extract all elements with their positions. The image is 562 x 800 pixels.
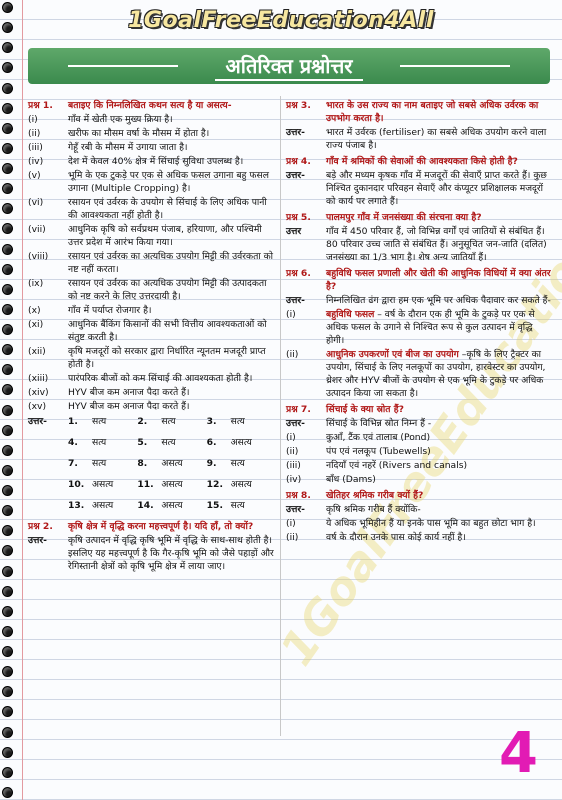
answer-label: उत्तर- <box>286 127 305 138</box>
answer-value: सत्य <box>230 458 245 469</box>
item-text: आधुनिक बैंकिंग किसानों की सभी वित्तीय आवश्यकताओं को संतुष्ट करती है। <box>68 319 267 343</box>
item-number: (i) <box>286 309 296 320</box>
question-text: सिंचाई के क्या स्रोत हैं? <box>326 404 404 415</box>
question-label: प्रश्न 1. <box>28 100 53 111</box>
answer-text: सिंचाई के विभिन्न स्रोत निम्न हैं - <box>326 418 432 429</box>
answer-8 <box>286 503 552 516</box>
answer-number: 3. <box>206 416 217 427</box>
binding-ring <box>2 606 13 617</box>
answer-text: बड़े और मध्यम कृषक गाँव में मजदूरों की सेवाएँ प्राप्त करते हैं। कुछ निश्चित दुकानदार परिवहन सेवाएँ और कंप्यूटर प्रशिक्षालक मजदूरों को कार्य पर लगाते हैं। <box>326 170 547 207</box>
question-label: प्रश्न 5. <box>286 212 311 223</box>
binding-ring <box>2 686 13 697</box>
answer-number: 8. <box>137 458 148 469</box>
answer-number: 5. <box>137 437 148 448</box>
answer-cell <box>207 478 276 491</box>
binding-ring <box>2 163 13 174</box>
question-8 <box>286 489 552 502</box>
answer-value: असत्य <box>92 500 114 511</box>
answer-cell <box>207 457 276 470</box>
answer-text: भारत में उर्वरक (fertiliser) का सबसे अधिक उपयोग करने वाला राज्य पंजाब है। <box>326 127 547 151</box>
binding-ring <box>2 244 13 255</box>
list-item <box>286 459 552 472</box>
answer-4 <box>286 169 552 208</box>
question-5 <box>286 211 552 224</box>
answer-number: 7. <box>68 458 78 469</box>
item-text: देश में केवल 40% क्षेत्र में सिंचाई सुविधा उपलब्ध है। <box>68 156 244 167</box>
binding-ring <box>2 465 13 476</box>
answer-2 <box>28 534 276 573</box>
item-text: HYV बीज कम अनाज पैदा करते हैं। <box>68 401 190 412</box>
item-number: (v) <box>28 170 41 181</box>
binding-ring <box>2 767 13 778</box>
item-text: गेहूँ रबी के मौसम में उगाया जाता है। <box>68 142 188 153</box>
binding-ring <box>2 62 13 73</box>
answer-text: कृषि उत्पादन में वृद्धि कृषि भूमि में वृद्धि के साथ-साथ होती है। इसलिए यह महत्त्वपूर्ण है कि गैर-कृषि भूमि को जैसे पहाड़ों और रेगिस्तानी क्षेत्रों को कृषि भूमि क्षेत्र में लाया जाए। <box>68 535 274 572</box>
answer-number: 4. <box>68 437 78 448</box>
binding-ring <box>2 223 13 234</box>
left-column <box>28 96 276 573</box>
answer-grid <box>28 415 276 512</box>
list-item <box>286 431 552 444</box>
list-item <box>28 169 276 195</box>
binding-ring <box>2 445 13 456</box>
item-text: भूमि के एक टुकड़े पर एक से अधिक फसल उगाना बहु फसल उगाना (Multiple Cropping) है। <box>68 170 269 194</box>
item-text: ये अधिक भूमिहीन हैं या इनके पास भूमि का बहुत छोटा भाग है। <box>326 518 536 529</box>
answer-value: सत्य <box>92 437 107 448</box>
item-text: गाँव में खेती एक मुख्य क्रिया है। <box>68 114 173 125</box>
item-number: (xiii) <box>28 373 49 384</box>
item-number: (ix) <box>28 278 44 289</box>
answer-label: उत्तर- <box>286 295 305 306</box>
binding-ring <box>2 324 13 335</box>
list-item <box>28 196 276 222</box>
binding-ring <box>2 505 13 516</box>
binding-ring <box>2 42 13 53</box>
item-number: (vi) <box>28 197 44 208</box>
item-text: कुआँ, टैंक एवं तालाब (Pond) <box>326 432 431 443</box>
question-label: प्रश्न 7. <box>286 404 311 415</box>
item-number: (x) <box>28 305 41 316</box>
answer-number: 13. <box>68 500 85 511</box>
question-1 <box>28 99 276 112</box>
binding-ring <box>2 264 13 275</box>
item-number: (i) <box>28 114 38 125</box>
answer-cell <box>68 457 137 470</box>
page-title: अतिरिक्त प्रश्नोत्तर <box>215 52 362 81</box>
list-item <box>28 345 276 371</box>
item-number: (iii) <box>286 460 301 471</box>
answer-value: सत्य <box>161 416 176 427</box>
item-text: बाँध (Dams) <box>326 474 376 485</box>
binding-ring <box>2 566 13 577</box>
right-column <box>286 96 552 544</box>
answer-number: 2. <box>137 416 148 427</box>
answer-text: गाँव में 450 परिवार हैं, जो विभिन्न वर्गों एवं जातियों से संबंधित हैं। 80 परिवार उच्च जाति से संबंधित हैं। अनुसूचित जन-जाति (दलित) जनसंख्या का 1/3 भाग है। शेष अन्य जातियाँ हैं। <box>326 226 547 263</box>
item-text: रसायन एवं उर्वरक का अत्यधिक उपयोग मिट्टी की उत्पादकता को नष्ट करने के लिए उत्तरदायी है। <box>68 278 267 302</box>
question-label: प्रश्न 2. <box>28 521 53 532</box>
binding-ring <box>2 425 13 436</box>
item-text <box>326 308 552 347</box>
answer-cell <box>137 499 206 512</box>
answer-value: असत्य <box>161 500 183 511</box>
answer-value: सत्य <box>230 416 245 427</box>
binding-ring <box>2 646 13 657</box>
binding-ring <box>2 485 13 496</box>
binding-ring <box>2 666 13 677</box>
item-number: (ii) <box>28 128 41 139</box>
answer-cell <box>68 436 137 449</box>
question-label: प्रश्न 4. <box>286 156 311 167</box>
brand-logo: 1GoalFreeEducation4All <box>128 8 434 33</box>
binding-ring <box>2 384 13 395</box>
answer-value: असत्य <box>230 479 252 490</box>
question-text: बहुविधि फसल प्रणाली और खेती की आधुनिक विधियों में क्या अंतर है? <box>326 268 551 292</box>
item-text: नदियाँ एवं नहरें (Rivers and canals) <box>326 460 468 471</box>
list-item <box>28 304 276 317</box>
answer-label: उत्तर- <box>286 418 305 429</box>
list-item <box>286 445 552 458</box>
answer-value: सत्य <box>92 458 107 469</box>
answer-value: असत्य <box>230 437 252 448</box>
list-item <box>28 155 276 168</box>
answer-number: 15. <box>206 500 223 511</box>
answer-label: उत्तर- <box>286 504 305 515</box>
binding-ring <box>2 364 13 375</box>
answer-value: असत्य <box>161 479 183 490</box>
question-4 <box>286 155 552 168</box>
answer-cell <box>207 415 276 428</box>
item-number: (ii) <box>286 446 299 457</box>
answer-cell <box>207 499 276 512</box>
item-number: (iii) <box>28 142 43 153</box>
answer-number: 10. <box>68 479 85 490</box>
question-label: प्रश्न 3. <box>286 100 311 111</box>
answer-7 <box>286 417 552 430</box>
answer-cell <box>137 415 206 428</box>
answer-5 <box>286 225 552 264</box>
item-text: पारंपरिक बीजों को कम सिंचाई की आवश्यकता होती है। <box>68 373 253 384</box>
question-text: गाँव में श्रमिकों की सेवाओं की आवश्यकता किसे होती है? <box>326 156 518 167</box>
answer-value: सत्य <box>230 500 245 511</box>
item-number: (iv) <box>286 474 302 485</box>
list-item <box>286 348 552 400</box>
answer-value: सत्य <box>161 437 176 448</box>
answer-value: सत्य <box>92 416 107 427</box>
item-text: वर्ष के दौरान उनके पास कोई कार्य नहीं है। <box>326 532 466 543</box>
binding-ring <box>2 103 13 114</box>
binding-ring <box>2 405 13 416</box>
answer-label: उत्तर- <box>28 416 47 427</box>
answer-number: 9. <box>206 458 217 469</box>
item-heading: बहुविधि फसल <box>326 309 375 320</box>
title-banner <box>28 48 550 84</box>
answer-label: उत्तर- <box>286 170 305 181</box>
question-label: प्रश्न 8. <box>286 490 311 501</box>
list-item <box>28 113 276 126</box>
item-text: रसायन एवं उर्वरक के उपयोग से सिंचाई के लिए अधिक पानी की आवश्यकता नहीं होती है। <box>68 197 267 221</box>
binding-ring <box>2 787 13 798</box>
item-text: HYV बीज कम अनाज पैदा करते हैं। <box>68 387 190 398</box>
item-body: – वर्ष के दौरान एक ही भूमि के टुकड़े पर एक से अधिक फसल के उगाने से निश्चित रूप से कुल उत्पादन में वृद्धि होगी। <box>326 309 535 346</box>
list-item <box>28 223 276 249</box>
answer-cell <box>137 478 206 491</box>
margin-line <box>22 0 23 800</box>
list-item <box>286 531 552 544</box>
answer-text: कृषि श्रमिक गरीब हैं क्योंकि- <box>326 504 421 515</box>
list-item <box>28 127 276 140</box>
binding-ring <box>2 143 13 154</box>
item-text: रसायन एवं उर्वरक का अत्यधिक उपयोग मिट्टी की उर्वरकता को नष्ट नहीं करता। <box>68 251 274 275</box>
item-number: (xi) <box>28 319 44 330</box>
list-item <box>28 141 276 154</box>
item-text: पंप एवं नलकूप (Tubewells) <box>326 446 431 457</box>
item-text <box>326 348 552 400</box>
answer-3 <box>286 126 552 152</box>
binding-ring <box>2 626 13 637</box>
list-item <box>28 318 276 344</box>
binding-ring <box>2 727 13 738</box>
answer-number: 12. <box>206 479 223 490</box>
item-text: खरीफ का मौसम वर्षा के मौसम में होता है। <box>68 128 210 139</box>
question-6 <box>286 267 552 293</box>
binding-ring <box>2 304 13 315</box>
answer-6 <box>286 294 552 307</box>
question-label: प्रश्न 6. <box>286 268 311 279</box>
item-number: (ii) <box>286 532 299 543</box>
question-text: कृषि क्षेत्र में वृद्धि करना महत्त्वपूर्ण है। यदि हाँ, तो क्यों? <box>68 521 254 532</box>
answer-cell <box>68 415 137 428</box>
answer-number: 11. <box>137 479 154 490</box>
item-number: (viii) <box>28 251 49 262</box>
item-number: (vii) <box>28 224 46 235</box>
answer-text: निम्नलिखित ढंग द्वारा हम एक भूमि पर अधिक पैदावार कर सकते हैं- <box>326 295 551 306</box>
item-text: गाँव में पर्याप्त रोजगार है। <box>68 305 152 316</box>
item-body: –कृषि के लिए ट्रैक्टर का उपयोग, सिंचाई के लिए नलकूपों का उपयोग, हारवेस्टर का उपयोग, थ्रेशर और HYV बीजों के उपयोग से एक भूमि के टुकड़े पर अधिक उत्पादन किया जा सकता है। <box>326 349 546 399</box>
answer-value: असत्य <box>161 458 183 469</box>
item-text: कृषि मजदूरों को सरकार द्वारा निर्धारित न्यूनतम मजदूरी प्राप्त होती है। <box>68 346 266 370</box>
answer-cell <box>207 436 276 449</box>
binding-ring <box>2 203 13 214</box>
page-number: 4 <box>499 721 538 786</box>
column-divider <box>280 96 281 736</box>
binding-ring <box>2 284 13 295</box>
answer-cell <box>137 457 206 470</box>
item-number: (xii) <box>28 346 46 357</box>
question-text: खेतिहर श्रमिक गरीब क्यों हैं? <box>326 490 424 501</box>
answer-value: असत्य <box>92 479 114 490</box>
list-item <box>28 250 276 276</box>
list-item <box>286 517 552 530</box>
answer-number: 1. <box>68 416 78 427</box>
answer-cell <box>68 478 137 491</box>
item-number: (ii) <box>286 349 299 360</box>
answer-label: उत्तर- <box>28 535 47 546</box>
item-heading: आधुनिक उपकरणों एवं बीज का उपयोग <box>326 349 459 360</box>
item-number: (xiv) <box>28 387 49 398</box>
question-text: भारत के उस राज्य का नाम बताइए जो सबसे अधिक उर्वरक का उपभोग करता है। <box>326 100 539 124</box>
question-text: बताइए कि निम्नलिखित कथन सत्य है या असत्य- <box>68 100 232 111</box>
binding-ring <box>2 747 13 758</box>
answer-number: 6. <box>206 437 217 448</box>
binding-ring <box>2 344 13 355</box>
list-item <box>28 372 276 385</box>
item-number: (iv) <box>28 156 44 167</box>
item-text: आधुनिक कृषि को सर्वप्रथम पंजाब, हरियाणा, और पश्चिमी उत्तर प्रदेश में आरंभ किया गया। <box>68 224 262 248</box>
question-7 <box>286 403 552 416</box>
list-item <box>28 400 276 413</box>
spiral-binding <box>2 2 18 798</box>
answer-cell <box>68 499 137 512</box>
binding-ring <box>2 706 13 717</box>
binding-ring <box>2 586 13 597</box>
list-item <box>286 473 552 486</box>
list-item <box>286 308 552 347</box>
item-number: (i) <box>286 432 296 443</box>
answer-number: 14. <box>137 500 154 511</box>
list-item <box>28 386 276 399</box>
item-number: (i) <box>286 518 296 529</box>
question-3 <box>286 99 552 125</box>
question-2 <box>28 520 276 533</box>
binding-ring <box>2 525 13 536</box>
binding-ring <box>2 123 13 134</box>
binding-ring <box>2 183 13 194</box>
item-number: (xv) <box>28 401 47 412</box>
question-text: पालमपुर गाँव में जनसंख्या की संरचना क्या है? <box>326 212 482 223</box>
list-item <box>28 277 276 303</box>
binding-ring <box>2 83 13 94</box>
answer-cell <box>137 436 206 449</box>
binding-ring <box>2 545 13 556</box>
answer-label: उत्तर <box>286 226 302 237</box>
